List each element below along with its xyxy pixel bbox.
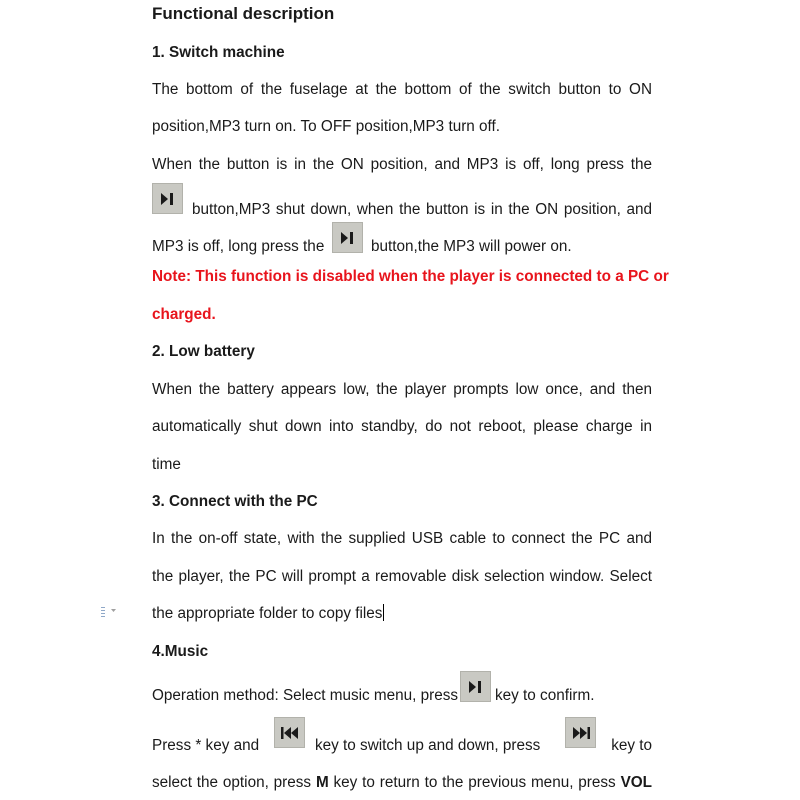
key-vol: VOL — [620, 774, 653, 791]
play-pause-button-image — [460, 671, 491, 702]
paragraph-line: key to confirm. — [495, 687, 595, 704]
inline-text: Operation method: Select music menu, press — [152, 687, 459, 704]
inline-text: the appropriate folder to copy files — [152, 605, 383, 622]
paragraph-line: Press * key and — [152, 737, 260, 754]
paragraph-line: the player, the PC will prompt a removable disk selection window. Select — [152, 568, 652, 585]
paragraph-line: position,MP3 turn on. To OFF position,MP3 turn off. — [152, 118, 501, 135]
next-track-icon — [572, 727, 590, 739]
previous-button-image — [274, 717, 305, 748]
page-title: Functional description — [152, 4, 335, 23]
paragraph-line: When the button is in the ON position, and MP3 is off, long press the — [152, 156, 652, 173]
paragraph-line — [152, 773, 652, 793]
paragraph-line: button,MP3 shut down, when the button is in the ON position, and — [192, 201, 652, 218]
paragraph-line: key to — [611, 737, 652, 754]
previous-track-icon — [281, 727, 299, 739]
next-button-image — [565, 717, 596, 748]
play-pause-icon — [469, 681, 483, 693]
paragraph-layout-handle[interactable] — [100, 605, 120, 619]
paragraph-line: button,the MP3 will power on. — [371, 238, 572, 255]
play-pause-icon — [161, 193, 175, 205]
play-pause-icon — [341, 232, 355, 244]
key-m: M — [315, 774, 329, 791]
paragraph-line: key to switch up and down, press — [315, 737, 541, 754]
section-heading-switch-machine: 1. Switch machine — [152, 44, 285, 61]
paragraph-line: automatically shut down into standby, do not reboot, please charge in — [152, 418, 652, 435]
paragraph-line: The bottom of the fuselage at the bottom of the switch button to ON — [152, 81, 652, 98]
section-heading-low-battery: 2. Low battery — [152, 343, 255, 360]
text-cursor — [383, 604, 384, 621]
play-pause-button-image — [152, 183, 183, 214]
paragraph-line — [152, 604, 652, 624]
inline-text: MP3 is off, long press the — [152, 238, 325, 255]
note-line: Note: This function is disabled when the player is connected to a PC or — [152, 268, 669, 285]
paragraph-line: When the battery appears low, the player prompts low once, and then — [152, 381, 652, 398]
note-line: charged. — [152, 306, 216, 323]
section-heading-music: 4.Music — [152, 643, 209, 660]
section-heading-connect-pc: 3. Connect with the PC — [152, 493, 318, 510]
inline-text: key to return to the previous menu, press — [333, 774, 616, 791]
play-pause-button-image — [332, 222, 363, 253]
paragraph-line: time — [152, 456, 181, 473]
paragraph-line: In the on-off state, with the supplied USB cable to connect the PC and — [152, 530, 652, 547]
layout-options-icon — [100, 605, 120, 619]
inline-text: select the option, press — [152, 774, 312, 791]
